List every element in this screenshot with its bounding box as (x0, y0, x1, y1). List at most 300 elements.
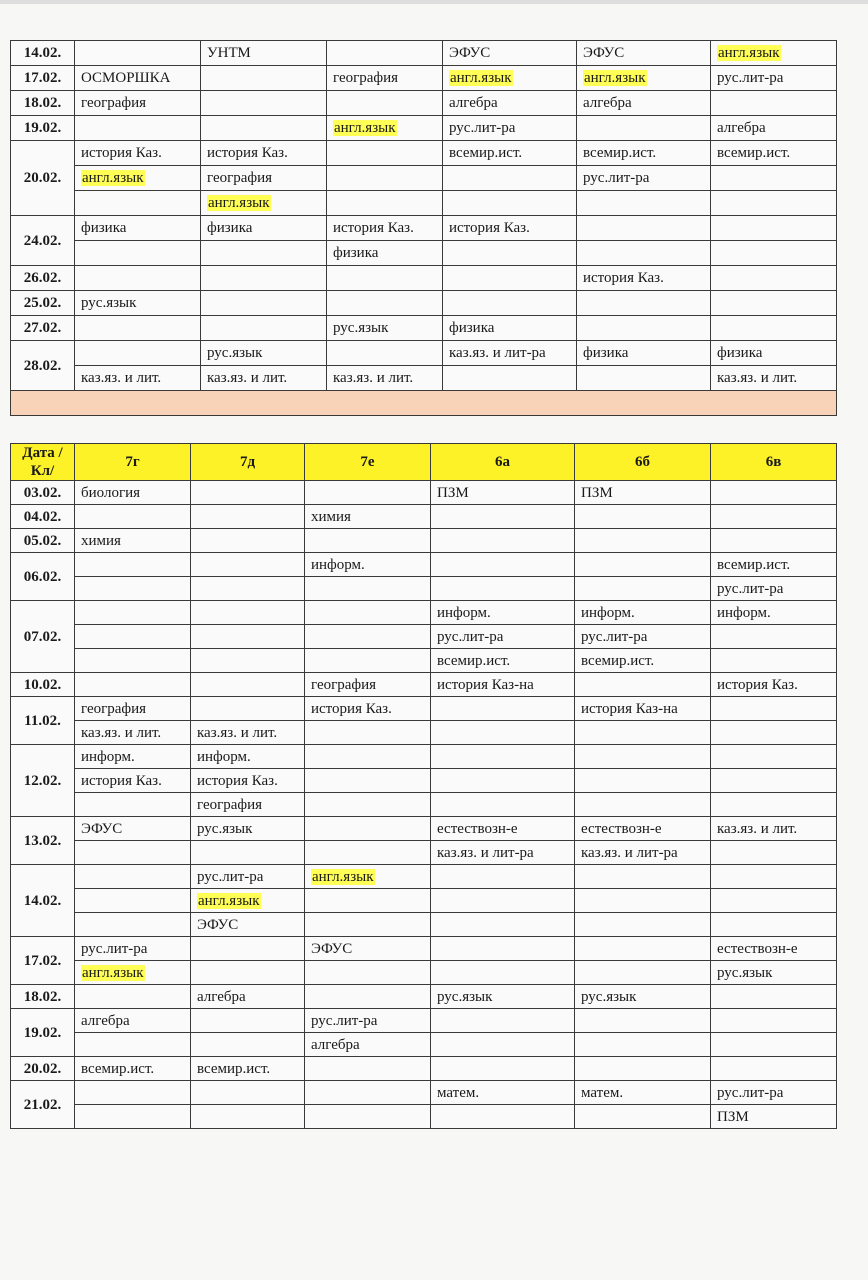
subject-cell (305, 817, 431, 841)
subject-cell (75, 961, 191, 985)
subject-cell (711, 1081, 837, 1105)
table-row (11, 166, 837, 191)
subject-cell (75, 266, 201, 291)
subject-cell (577, 216, 711, 241)
subject-cell (711, 1057, 837, 1081)
subject-text: англ.язык (312, 868, 374, 885)
subject-cell (75, 769, 191, 793)
table-row (11, 529, 837, 553)
table-row (11, 291, 837, 316)
subject-cell (431, 1057, 575, 1081)
subject-cell (305, 697, 431, 721)
subject-text: каз.яз. и лит. (197, 724, 278, 741)
subject-cell (711, 505, 837, 529)
date-cell: 13.02. (11, 817, 75, 865)
subject-cell (75, 649, 191, 673)
subject-cell (711, 191, 837, 216)
subject-cell (577, 241, 711, 266)
table-row (11, 913, 837, 937)
subject-text: алгебра (583, 95, 632, 111)
subject-text: география (197, 796, 263, 813)
subject-cell (305, 505, 431, 529)
subject-text: история Каз-на (581, 700, 678, 717)
subject-text: каз.яз. и лит. (207, 370, 288, 386)
subject-cell (191, 625, 305, 649)
table-row (11, 745, 837, 769)
subject-cell (575, 961, 711, 985)
subject-cell (711, 553, 837, 577)
table-row (11, 1105, 837, 1129)
subject-cell (75, 216, 201, 241)
subject-cell (431, 697, 575, 721)
subject-cell (75, 601, 191, 625)
date-cell: 05.02. (11, 529, 75, 553)
subject-cell (305, 1033, 431, 1057)
subject-text: рус.лит-ра (581, 628, 648, 645)
subject-cell (431, 937, 575, 961)
subject-cell (201, 266, 327, 291)
subject-text: география (311, 676, 377, 693)
table-row (11, 577, 837, 601)
table-row (11, 817, 837, 841)
subject-text: ЭФУС (197, 916, 239, 933)
subject-text: англ.язык (82, 170, 144, 186)
subject-cell (75, 1057, 191, 1081)
subject-cell (443, 41, 577, 66)
subject-text: физика (717, 345, 763, 361)
subject-cell (305, 601, 431, 625)
subject-cell (305, 625, 431, 649)
subject-text: география (333, 70, 399, 86)
subject-cell (431, 1105, 575, 1129)
table-row (11, 793, 837, 817)
date-cell: 18.02. (11, 91, 75, 116)
date-cell: 07.02. (11, 601, 75, 673)
subject-cell (75, 291, 201, 316)
subject-text: география (81, 700, 147, 717)
subject-cell (431, 913, 575, 937)
subject-text: каз.яз. и лит-ра (581, 844, 678, 861)
subject-cell (443, 241, 577, 266)
date-cell: 24.02. (11, 216, 75, 266)
subject-cell (575, 937, 711, 961)
subject-cell (191, 793, 305, 817)
table-row (11, 266, 837, 291)
subject-text: ЭФУС (311, 940, 353, 957)
subject-cell (577, 291, 711, 316)
subject-text: каз.яз. и лит. (81, 370, 162, 386)
subject-cell (711, 316, 837, 341)
subject-cell (191, 937, 305, 961)
date-cell: 19.02. (11, 1009, 75, 1057)
subject-text: рус.язык (81, 295, 137, 311)
subject-text: всемир.ист. (449, 145, 523, 161)
subject-cell (575, 649, 711, 673)
table-row (11, 41, 837, 66)
subject-cell (75, 341, 201, 366)
subject-cell (575, 673, 711, 697)
subject-cell (201, 216, 327, 241)
subject-cell (191, 769, 305, 793)
subject-cell (577, 366, 711, 391)
table-row (11, 1009, 837, 1033)
date-cell: 17.02. (11, 937, 75, 985)
subject-text: всемир.ист. (581, 652, 655, 669)
subject-text: ЭФУС (583, 45, 625, 61)
subject-cell (711, 817, 837, 841)
subject-cell (711, 41, 837, 66)
date-cell: 12.02. (11, 745, 75, 817)
table-row (11, 985, 837, 1009)
subject-cell (305, 529, 431, 553)
subject-cell (327, 116, 443, 141)
subject-cell (191, 481, 305, 505)
subject-cell (711, 793, 837, 817)
subject-cell (575, 1009, 711, 1033)
subject-cell (575, 985, 711, 1009)
subject-cell (711, 745, 837, 769)
subject-cell (327, 191, 443, 216)
date-cell: 04.02. (11, 505, 75, 529)
table-row (11, 481, 837, 505)
subject-cell (431, 841, 575, 865)
subject-cell (431, 529, 575, 553)
subject-cell (75, 793, 191, 817)
subject-text: информ. (81, 748, 135, 765)
subject-cell (431, 769, 575, 793)
subject-cell (575, 577, 711, 601)
subject-cell (431, 649, 575, 673)
subject-cell (711, 141, 837, 166)
subject-text: физика (583, 345, 629, 361)
subject-text: англ.язык (82, 964, 144, 981)
subject-cell (75, 985, 191, 1009)
subject-cell (191, 1105, 305, 1129)
subject-cell (431, 817, 575, 841)
subject-text: ПЗМ (581, 484, 613, 501)
subject-cell (201, 66, 327, 91)
table-row (11, 601, 837, 625)
subject-cell (575, 553, 711, 577)
subject-text: ПЗМ (717, 1108, 749, 1125)
subject-cell (711, 91, 837, 116)
date-cell: 14.02. (11, 865, 75, 937)
subject-cell (443, 116, 577, 141)
subject-cell (305, 673, 431, 697)
table-row (11, 553, 837, 577)
subject-cell (711, 673, 837, 697)
subject-cell (711, 66, 837, 91)
subject-cell (575, 721, 711, 745)
subject-cell (191, 505, 305, 529)
subject-text: история Каз. (81, 772, 162, 789)
subject-cell (577, 141, 711, 166)
subject-cell (305, 841, 431, 865)
subject-cell (191, 673, 305, 697)
table-row (11, 141, 837, 166)
subject-cell (431, 721, 575, 745)
subject-cell (305, 793, 431, 817)
subject-text: УНТМ (207, 45, 251, 61)
subject-cell (75, 481, 191, 505)
subject-text: всемир.ист. (717, 556, 791, 573)
subject-cell (191, 721, 305, 745)
table-row (11, 625, 837, 649)
subject-cell (431, 793, 575, 817)
subject-text: алгебра (449, 95, 498, 111)
header-class: 6б (575, 444, 711, 481)
table-row (11, 341, 837, 366)
subject-cell (711, 961, 837, 985)
schedule-table-bottom (10, 443, 837, 1129)
subject-text: история Каз. (717, 676, 798, 693)
subject-cell (711, 601, 837, 625)
date-cell: 14.02. (11, 41, 75, 66)
subject-cell (577, 191, 711, 216)
table-row (11, 721, 837, 745)
subject-cell (711, 721, 837, 745)
date-cell: 18.02. (11, 985, 75, 1009)
subject-text: естествозн-е (437, 820, 518, 837)
date-cell: 25.02. (11, 291, 75, 316)
subject-cell (327, 41, 443, 66)
subject-cell (75, 241, 201, 266)
subject-cell (711, 241, 837, 266)
subject-cell (75, 316, 201, 341)
subject-cell (327, 366, 443, 391)
subject-cell (575, 913, 711, 937)
subject-cell (575, 793, 711, 817)
subject-text: физика (207, 220, 253, 236)
subject-cell (711, 116, 837, 141)
date-cell: 10.02. (11, 673, 75, 697)
date-cell: 20.02. (11, 141, 75, 216)
subject-text: рус.лит-ра (717, 580, 784, 597)
subject-text: история Каз. (207, 145, 288, 161)
subject-cell (201, 91, 327, 116)
subject-text: всемир.ист. (81, 1060, 155, 1077)
subject-cell (201, 341, 327, 366)
subject-cell (443, 91, 577, 116)
subject-cell (575, 1033, 711, 1057)
header-class: 7д (191, 444, 305, 481)
subject-cell (577, 166, 711, 191)
subject-cell (577, 341, 711, 366)
subject-text: естествозн-е (581, 820, 662, 837)
header-class: 7е (305, 444, 431, 481)
subject-cell (191, 745, 305, 769)
subject-text: информ. (717, 604, 771, 621)
table-row (11, 216, 837, 241)
subject-cell (711, 577, 837, 601)
subject-cell (431, 961, 575, 985)
subject-cell (305, 1057, 431, 1081)
subject-cell (75, 66, 201, 91)
table-row (11, 937, 837, 961)
subject-cell (443, 166, 577, 191)
subject-text: рус.язык (197, 820, 253, 837)
subject-cell (575, 1081, 711, 1105)
subject-text: физика (333, 245, 379, 261)
subject-cell (711, 1105, 837, 1129)
subject-cell (75, 577, 191, 601)
subject-cell (443, 341, 577, 366)
subject-cell (443, 141, 577, 166)
subject-cell (575, 769, 711, 793)
subject-text: рус.лит-ра (583, 170, 650, 186)
subject-cell (305, 577, 431, 601)
subject-cell (201, 241, 327, 266)
subject-text: информ. (197, 748, 251, 765)
table-row (11, 1081, 837, 1105)
subject-cell (75, 1081, 191, 1105)
subject-cell (305, 745, 431, 769)
subject-cell (75, 745, 191, 769)
subject-text: рус.язык (437, 988, 493, 1005)
subject-cell (711, 913, 837, 937)
subject-text: география (81, 95, 147, 111)
subject-text: алгебра (81, 1012, 130, 1029)
subject-text: каз.яз. и лит. (717, 370, 798, 386)
subject-cell (711, 366, 837, 391)
subject-cell (75, 1105, 191, 1129)
date-cell: 20.02. (11, 1057, 75, 1081)
subject-cell (75, 817, 191, 841)
subject-cell (431, 1081, 575, 1105)
date-cell: 19.02. (11, 116, 75, 141)
top-edge (0, 0, 868, 4)
subject-cell (305, 865, 431, 889)
subject-cell (191, 865, 305, 889)
subject-cell (191, 601, 305, 625)
subject-cell (577, 316, 711, 341)
subject-cell (431, 505, 575, 529)
date-cell: 21.02. (11, 1081, 75, 1129)
subject-cell (575, 481, 711, 505)
subject-cell (191, 529, 305, 553)
subject-cell (431, 673, 575, 697)
subject-cell (201, 41, 327, 66)
subject-text: англ.язык (334, 120, 396, 136)
subject-cell (305, 985, 431, 1009)
subject-text: информ. (311, 556, 365, 573)
subject-cell (75, 91, 201, 116)
subject-cell (711, 697, 837, 721)
subject-cell (201, 166, 327, 191)
subject-text: физика (449, 320, 495, 336)
subject-text: рус.лит-ра (717, 1084, 784, 1101)
subject-cell (711, 649, 837, 673)
subject-cell (431, 889, 575, 913)
subject-cell (443, 266, 577, 291)
subject-cell (575, 1105, 711, 1129)
subject-cell (711, 937, 837, 961)
subject-cell (575, 889, 711, 913)
subject-cell (327, 341, 443, 366)
subject-cell (75, 721, 191, 745)
subject-cell (191, 985, 305, 1009)
subject-cell (575, 745, 711, 769)
subject-cell (431, 745, 575, 769)
table-row (11, 66, 837, 91)
subject-cell (75, 865, 191, 889)
subject-cell (75, 697, 191, 721)
table-row (11, 673, 837, 697)
subject-cell (305, 1009, 431, 1033)
subject-cell (75, 673, 191, 697)
table-row (11, 116, 837, 141)
subject-cell (191, 1081, 305, 1105)
separator-band (11, 391, 837, 416)
subject-text: рус.лит-ра (437, 628, 504, 645)
subject-cell (305, 913, 431, 937)
subject-text: всемир.ист. (583, 145, 657, 161)
subject-text: алгебра (197, 988, 246, 1005)
subject-cell (711, 166, 837, 191)
subject-text: англ.язык (718, 45, 780, 61)
subject-cell (191, 649, 305, 673)
date-cell: 26.02. (11, 266, 75, 291)
subject-text: англ.язык (584, 70, 646, 86)
subject-cell (431, 601, 575, 625)
subject-text: химия (81, 532, 121, 549)
subject-text: естествозн-е (717, 940, 798, 957)
subject-cell (577, 116, 711, 141)
subject-cell (577, 41, 711, 66)
table-row (11, 889, 837, 913)
subject-cell (575, 505, 711, 529)
subject-cell (577, 266, 711, 291)
subject-cell (711, 985, 837, 1009)
subject-cell (75, 553, 191, 577)
subject-text: история Каз. (311, 700, 392, 717)
subject-cell (327, 166, 443, 191)
table-row (11, 505, 837, 529)
date-cell: 17.02. (11, 66, 75, 91)
subject-cell (575, 625, 711, 649)
subject-text: физика (81, 220, 127, 236)
subject-text: рус.лит-ра (197, 868, 264, 885)
subject-text: алгебра (717, 120, 766, 136)
subject-cell (431, 1033, 575, 1057)
subject-cell (443, 191, 577, 216)
subject-text: англ.язык (208, 195, 270, 211)
subject-cell (75, 191, 201, 216)
table-row (11, 91, 837, 116)
subject-cell (191, 577, 305, 601)
subject-text: история Каз. (81, 145, 162, 161)
subject-text: англ.язык (198, 892, 260, 909)
subject-cell (711, 865, 837, 889)
schedule-table-top (10, 40, 837, 416)
subject-cell (75, 913, 191, 937)
subject-cell (201, 116, 327, 141)
subject-text: каз.яз. и лит. (333, 370, 414, 386)
subject-cell (305, 481, 431, 505)
table-row (11, 1033, 837, 1057)
subject-text: матем. (581, 1084, 624, 1101)
subject-text: всемир.ист. (437, 652, 511, 669)
subject-cell (431, 625, 575, 649)
subject-cell (75, 529, 191, 553)
subject-cell (431, 577, 575, 601)
subject-cell (575, 841, 711, 865)
subject-cell (201, 291, 327, 316)
subject-text: история Каз-на (437, 676, 534, 693)
subject-cell (327, 266, 443, 291)
subject-cell (191, 913, 305, 937)
subject-cell (577, 66, 711, 91)
